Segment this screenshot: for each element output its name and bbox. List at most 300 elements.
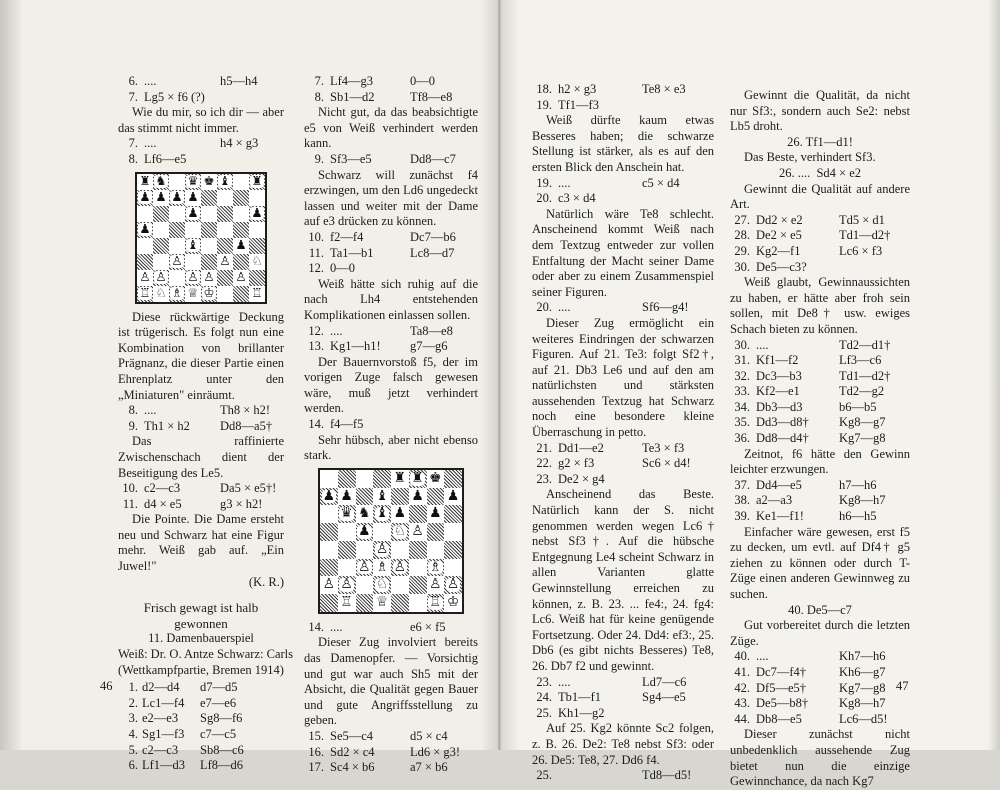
board-square <box>444 541 462 559</box>
move-line: 26. Tf1—d1! <box>787 134 853 149</box>
commentary: Gewinnt die Qualität auf andere Art. <box>730 181 910 212</box>
white-move: f4—f5 <box>330 417 364 432</box>
board-square <box>217 190 233 206</box>
black-pawn-icon: ♟ <box>393 505 407 522</box>
board-square <box>137 270 153 286</box>
board-square <box>391 488 409 506</box>
white-move: .... <box>756 649 769 664</box>
board-square <box>409 576 427 594</box>
commentary: Auf 25. Kg2 könnte Sc2 folgen, z. B. 26. De2: Te8 nebst Sf3: oder 26. De5: Te8, 27. Dd6 f4. <box>532 721 714 767</box>
black-move: Lc6—d5! <box>839 711 888 726</box>
board-square <box>338 594 356 612</box>
move-row <box>730 681 910 697</box>
board-square <box>201 286 217 302</box>
white-move: d4 × e5 <box>144 496 182 511</box>
commentary: Weiß hätte sich ruhig auf die nach Lh4 entstehenden Komplikationen einlassen sollen. <box>304 276 478 322</box>
black-move: a7 × b6 <box>410 760 448 775</box>
board-square <box>185 270 201 286</box>
board-square <box>427 470 445 488</box>
move-row <box>304 90 478 106</box>
black-move: Dc7—b6 <box>410 229 456 244</box>
board-square <box>356 470 374 488</box>
black-move: h7—h6 <box>839 477 877 492</box>
white-move: .... <box>756 337 769 352</box>
board-square <box>217 238 233 254</box>
black-move: Ld6 × g3! <box>410 744 461 759</box>
move-number: 23. <box>536 471 552 486</box>
black-move: Sg4—e5 <box>642 690 686 705</box>
move-line: 40. De5—c7 <box>788 602 852 617</box>
black-move: Sg8—f6 <box>200 711 243 726</box>
move-number: 5. <box>128 742 138 757</box>
board-square <box>338 576 356 594</box>
board-square <box>373 576 391 594</box>
black-move <box>214 90 284 106</box>
move-number: 30. <box>734 259 750 274</box>
board-square <box>409 523 427 541</box>
board-square <box>427 488 445 506</box>
move-number: 9. <box>314 151 324 166</box>
commentary: Nicht gut, da das beabsichtigte e5 von Weiß verhindert werden kann. <box>304 105 478 151</box>
move-number: 36. <box>734 431 750 446</box>
commentary: Natürlich wäre Te8 schlecht. Anscheinend kommt Weiß nach dem Textzug entweder zur vollen Entfaltung der Macht seiner Dame oder aber zu einem Zusammenspiel seiner Figuren. <box>532 206 714 299</box>
move-number: 3. <box>128 711 138 726</box>
white-move: De2 × e5 <box>756 228 802 243</box>
board-square <box>444 594 462 612</box>
move-number: 42. <box>734 680 750 695</box>
black-move: Td1—d2† <box>839 228 891 243</box>
board-square <box>169 254 185 270</box>
move-number: 38. <box>734 493 750 508</box>
black-rook-icon: ♜ <box>411 469 424 486</box>
board-square <box>409 505 427 523</box>
black-queen-icon: ♛ <box>340 505 353 522</box>
board-square <box>427 523 445 541</box>
black-pawn-icon: ♟ <box>187 189 199 205</box>
black-king-icon: ♚ <box>203 173 215 189</box>
black-move: Te8 × e3 <box>642 82 686 96</box>
white-queen-icon: ♕ <box>375 594 389 611</box>
white-move: Kg2—f1 <box>756 243 801 258</box>
white-move: Dc7—f4† <box>756 664 806 679</box>
black-move: Lc6 × f3 <box>839 243 883 258</box>
move-row <box>304 417 478 433</box>
move-number: 19. <box>536 175 552 190</box>
move-row <box>304 760 478 776</box>
board-square <box>233 190 249 206</box>
white-pawn-icon: ♙ <box>429 576 442 593</box>
board-square <box>201 206 217 222</box>
move-row <box>730 696 910 712</box>
board-square <box>427 594 445 612</box>
move-number: 31. <box>734 353 750 368</box>
black-move: g3 × h2! <box>220 496 263 511</box>
move-line: 26. .... Sd4 × e2 <box>778 165 862 180</box>
move-number: 20. <box>536 191 552 206</box>
move-list <box>532 82 714 113</box>
signature: (K. R.) <box>248 574 284 589</box>
black-move: c5 × d4 <box>642 175 680 190</box>
white-move: Lf6—e5 <box>144 151 187 166</box>
white-move: Sf3—e5 <box>330 151 372 166</box>
move-row <box>532 82 714 98</box>
white-move: g2 × f3 <box>558 456 595 471</box>
white-move: Dd3—d8† <box>756 415 809 430</box>
board-square <box>249 270 265 286</box>
black-move: Kg8—g7 <box>839 415 886 430</box>
commentary: Der Bauernvorstoß f5, der im vorigen Zuge falsch gewesen wäre, muß jetzt verhindert werden. <box>304 354 478 416</box>
move-row <box>118 136 284 152</box>
board-square <box>169 270 185 286</box>
board-square <box>201 254 217 270</box>
board-square <box>320 488 338 506</box>
board-square <box>409 559 427 577</box>
board-square <box>217 270 233 286</box>
board-square <box>391 470 409 488</box>
move-list <box>730 213 910 275</box>
move-row <box>730 228 910 244</box>
white-knight-icon: ♘ <box>155 285 167 301</box>
white-move: d2—d4 <box>142 680 180 695</box>
move-row <box>532 472 714 488</box>
move-number: 19. <box>536 97 552 112</box>
white-move: Sc4 × b6 <box>330 760 375 775</box>
move-row <box>730 493 910 509</box>
white-rook-icon: ♖ <box>139 285 151 301</box>
move-row <box>730 478 910 494</box>
black-knight-icon: ♞ <box>155 173 167 189</box>
page-edge-shadow <box>988 0 1000 750</box>
board-square <box>391 541 409 559</box>
board-square <box>233 222 249 238</box>
white-pawn-icon: ♙ <box>203 269 215 285</box>
commentary: Diese rückwärtige Deckung ist trügerisch. Es folgt nun eine Kombination von brillanter Prägnanz, die dieser Partie einen Ehrenplatz unter den „Miniaturen" einräumt. <box>118 309 284 402</box>
move-number: 24. <box>536 690 552 705</box>
black-move: Kg7—g8 <box>839 680 886 695</box>
move-row <box>304 74 478 90</box>
move-row <box>118 403 284 419</box>
black-pawn-icon: ♟ <box>358 523 371 540</box>
board-square <box>320 594 338 612</box>
move-row <box>532 98 714 114</box>
black-move: Lf8—d6 <box>200 758 244 773</box>
move-row <box>304 620 478 636</box>
board-square <box>249 174 265 190</box>
white-move: Kg1—h1! <box>330 339 381 354</box>
black-pawn-icon: ♟ <box>411 487 424 504</box>
move-number: 18. <box>536 82 552 96</box>
move-number: 27. <box>734 212 750 227</box>
board-square <box>320 523 338 541</box>
board-square <box>217 254 233 270</box>
board-square <box>137 254 153 270</box>
move-number: 14. <box>308 619 324 634</box>
move-number: 17. <box>308 760 324 775</box>
board-square <box>320 559 338 577</box>
white-move: Sb1—d2 <box>330 89 375 104</box>
chess-diagram <box>318 468 464 614</box>
black-move: g7—g6 <box>410 339 448 354</box>
black-bishop-icon: ♝ <box>219 173 231 189</box>
board-square <box>249 286 265 302</box>
black-queen-icon: ♛ <box>187 173 199 189</box>
white-move: f2—f4 <box>330 229 364 244</box>
white-move: c3 × d4 <box>558 191 596 206</box>
black-move <box>404 261 478 277</box>
board-square <box>153 238 169 254</box>
black-move: Lf3—c6 <box>839 353 882 368</box>
move-number: 8. <box>128 151 138 166</box>
move-number: 11. <box>308 245 324 260</box>
move-row <box>532 176 714 192</box>
white-move: De2 × g4 <box>558 471 605 486</box>
white-move <box>558 768 636 784</box>
players-line: Weiß: Dr. O. Antze Schwarz: Carls <box>118 647 293 662</box>
white-move: Ta1—b1 <box>330 245 374 260</box>
board-square <box>320 505 338 523</box>
move-row <box>532 456 714 472</box>
right-column-2 <box>730 88 910 790</box>
board-square <box>409 470 427 488</box>
board-square <box>338 505 356 523</box>
board-square <box>356 594 374 612</box>
board-square <box>169 286 185 302</box>
white-move: 0—0 <box>330 261 355 276</box>
move-list <box>532 441 714 488</box>
black-pawn-icon: ♟ <box>446 487 460 504</box>
white-move: .... <box>558 300 571 315</box>
white-move: De5—c3? <box>756 259 807 274</box>
board-square <box>373 470 391 488</box>
white-move: Kh1—g2 <box>558 705 605 720</box>
move-row <box>304 324 478 340</box>
white-move: Df5—e5† <box>756 680 806 695</box>
commentary: Sehr hübsch, aber nicht ebenso stark. <box>304 432 478 463</box>
board-square <box>185 206 201 222</box>
black-move: Da5 × e5†! <box>220 481 277 496</box>
white-move: .... <box>330 619 343 634</box>
board-square <box>320 470 338 488</box>
white-move: .... <box>144 403 157 418</box>
move-row <box>730 431 910 447</box>
board-square <box>153 206 169 222</box>
white-pawn-icon: ♙ <box>322 576 336 593</box>
white-move: Lg5 × f6 (?) <box>144 89 205 104</box>
move-number: 44. <box>734 711 750 726</box>
move-number: 30. <box>734 337 750 352</box>
board-square <box>153 190 169 206</box>
move-row <box>118 74 284 90</box>
move-row <box>532 675 714 691</box>
black-move: Kg7—g8 <box>839 431 886 446</box>
move-number: 28. <box>734 228 750 243</box>
move-number: 35. <box>734 415 750 430</box>
board-square <box>338 523 356 541</box>
board-square <box>338 541 356 559</box>
move-number: 7. <box>314 74 324 88</box>
white-queen-icon: ♕ <box>187 285 199 301</box>
white-bishop-icon: ♗ <box>171 285 183 301</box>
move-list <box>304 620 478 636</box>
board-square <box>169 174 185 190</box>
move-number: 7. <box>128 136 138 151</box>
move-number: 25. <box>536 768 552 783</box>
board-square <box>233 206 249 222</box>
move-number: 6. <box>128 74 138 88</box>
white-pawn-icon: ♙ <box>411 523 424 540</box>
move-list <box>532 300 714 316</box>
black-move: d5 × c4 <box>410 729 448 743</box>
chess-diagram <box>135 172 267 304</box>
board-square <box>233 286 249 302</box>
board-square <box>444 576 462 594</box>
black-move: Td2—d1† <box>839 337 891 352</box>
move-row <box>730 509 910 525</box>
board-square <box>320 576 338 594</box>
commentary: Zeitnot, f6 hätte den Gewinn leichter erzwungen. <box>730 446 910 477</box>
white-move: Ke1—f1! <box>756 509 804 524</box>
black-king-icon: ♚ <box>429 469 442 486</box>
board-square <box>169 222 185 238</box>
commentary: Gut vorbereitet durch die letzten Züge. <box>730 618 910 648</box>
white-move: Lc1—f4 <box>142 695 185 710</box>
move-row <box>304 261 478 277</box>
board-square <box>444 505 462 523</box>
black-move: Td8—d5! <box>642 768 692 783</box>
move-row <box>730 415 910 431</box>
move-number: 12. <box>308 261 324 276</box>
black-move: h5—h4 <box>220 74 258 88</box>
board-square <box>169 190 185 206</box>
black-move <box>833 260 910 276</box>
move-row <box>118 419 284 435</box>
white-move: Tb1—f1 <box>558 690 602 705</box>
move-number: 32. <box>734 368 750 383</box>
board-square <box>169 206 185 222</box>
move-number: 41. <box>734 664 750 679</box>
black-rook-icon: ♜ <box>251 173 263 189</box>
black-bishop-icon: ♝ <box>375 505 389 522</box>
board-square <box>153 286 169 302</box>
board-square <box>249 238 265 254</box>
black-rook-icon: ♜ <box>139 173 151 189</box>
black-pawn-icon: ♟ <box>171 189 183 205</box>
commentary: Weiß glaubt, Gewinnaussichten zu haben, er hätte aber froh sein sollen, mit De8† usw. ewiges Schach bieten zu können. <box>730 275 910 336</box>
page-edge-shadow <box>0 0 22 750</box>
commentary: Das raffinierte Zwischenschach dient der Beseitigung des Le5. <box>118 434 284 480</box>
white-move: Lf4—g3 <box>330 74 374 88</box>
board-square <box>201 174 217 190</box>
white-move: Db3—d3 <box>756 399 803 414</box>
black-bishop-icon: ♝ <box>375 487 389 504</box>
move-number: 37. <box>734 477 750 492</box>
move-row <box>730 665 910 681</box>
board-square <box>185 254 201 270</box>
board-square <box>137 238 153 254</box>
black-move <box>636 191 714 207</box>
white-rook-icon: ♖ <box>251 285 263 301</box>
commentary: Einfacher wäre gewesen, erst f5 zu decken, um evtl. auf Df4† g5 ziehen zu können oder durch T-Züge einen anderen Gewinnweg zu suchen. <box>730 524 910 601</box>
right-column-1 <box>532 82 714 784</box>
board-square <box>153 222 169 238</box>
white-bishop-icon: ♗ <box>429 558 442 575</box>
move-row <box>304 339 478 355</box>
black-move: Lc8—d7 <box>410 245 455 260</box>
white-move: .... <box>144 74 157 88</box>
book-gutter <box>480 0 520 750</box>
move-number: 43. <box>734 696 750 711</box>
black-move <box>214 152 284 168</box>
black-pawn-icon: ♟ <box>322 487 336 504</box>
move-number: 8. <box>128 403 138 418</box>
move-row <box>730 338 910 354</box>
black-move: Kh7—h6 <box>839 649 886 664</box>
white-king-icon: ♔ <box>446 594 460 611</box>
move-number: 9. <box>128 418 138 433</box>
board-square <box>233 174 249 190</box>
board-square <box>356 576 374 594</box>
move-row <box>730 369 910 385</box>
move-number: 10. <box>122 481 138 496</box>
black-move <box>636 98 714 114</box>
board-square <box>338 559 356 577</box>
black-move: h4 × g3 <box>220 136 259 151</box>
board-square <box>409 594 427 612</box>
commentary: Schwarz will zunächst f4 erzwingen, um den Ld6 ungedeckt lassen und weiter mit der Dame auf e3 drücken zu können. <box>304 167 478 229</box>
move-list <box>118 74 284 105</box>
move-row <box>730 384 910 400</box>
white-rook-icon: ♖ <box>429 594 442 611</box>
white-pawn-icon: ♙ <box>340 576 353 593</box>
move-list <box>730 478 910 525</box>
white-king-icon: ♔ <box>203 285 215 301</box>
board-square <box>373 505 391 523</box>
board-square <box>153 174 169 190</box>
move-number: 11. <box>122 496 138 511</box>
black-move: Sb8—c6 <box>200 742 244 757</box>
board-square <box>444 470 462 488</box>
move-number: 6. <box>128 758 138 773</box>
black-move: Te3 × f3 <box>642 440 685 455</box>
board-square <box>185 222 201 238</box>
commentary: Dieser Zug ermöglicht ein weiteres Eindringen der schwarzen Figuren. Auf 21. Te3: folgt Sf2†, auf 21. Db3 Le6 und auf den am natürlichsten und stärksten aussehenden Textzug hat Schwarz noch eine besondere kleine Überraschung in petto. <box>532 315 714 440</box>
board-square <box>137 190 153 206</box>
black-move <box>636 472 714 488</box>
white-move: h2 × g3 <box>558 82 597 96</box>
move-list <box>118 403 284 434</box>
black-move: Sc6 × d4! <box>642 456 691 471</box>
white-move: Dd4—e5 <box>756 477 802 492</box>
move-row <box>118 152 284 168</box>
move-row <box>304 729 478 745</box>
white-pawn-icon: ♙ <box>155 269 167 285</box>
black-move <box>636 706 714 722</box>
white-move: Dd2 × e2 <box>756 212 803 227</box>
board-square <box>373 541 391 559</box>
board-square <box>185 286 201 302</box>
board-square <box>427 541 445 559</box>
move-row <box>118 743 284 759</box>
black-move: Dd8—a5† <box>220 418 273 433</box>
white-pawn-icon: ♙ <box>446 576 460 593</box>
move-number: 7. <box>128 89 138 104</box>
black-move: Td5 × d1 <box>839 212 885 227</box>
board-square <box>427 505 445 523</box>
board-square <box>217 206 233 222</box>
move-row <box>532 300 714 316</box>
black-move: b6—b5 <box>839 399 877 414</box>
board-square <box>249 222 265 238</box>
